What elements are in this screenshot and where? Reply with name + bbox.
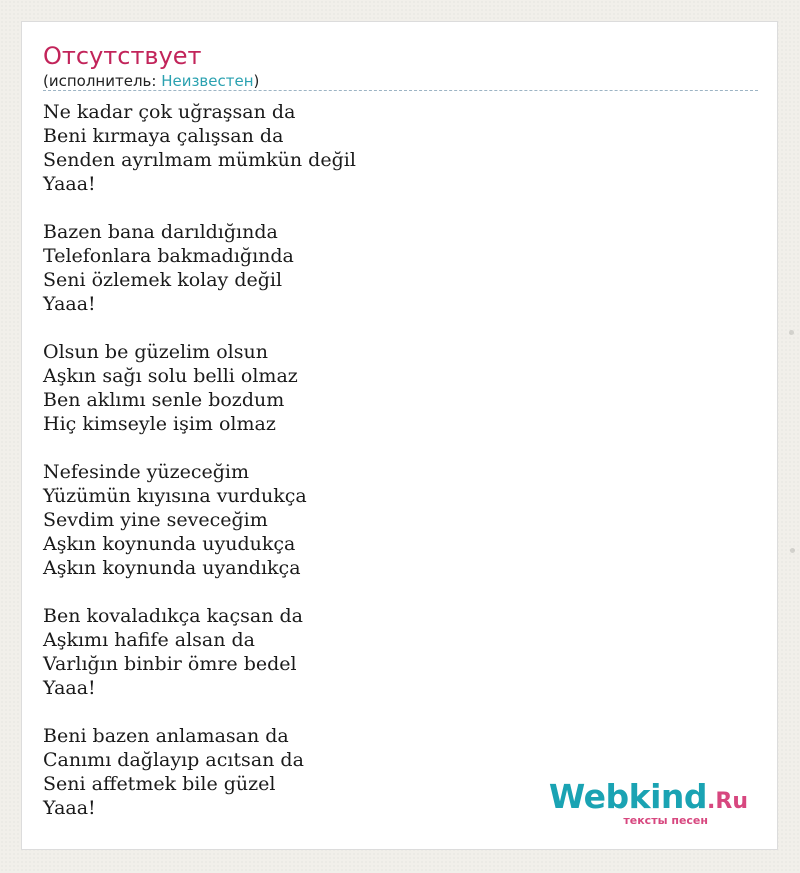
lyric-line: Sevdim yine seveceğim bbox=[43, 509, 268, 531]
lyric-line: Yaaa! bbox=[43, 293, 96, 315]
lyrics-stanza bbox=[43, 604, 356, 700]
lyrics-stanza bbox=[43, 220, 356, 316]
lyric-line: Senden ayrılmam mümkün değil bbox=[43, 149, 356, 171]
lyric-line: Ben aklımı senle bozdum bbox=[43, 389, 285, 411]
lyric-line: Hiç kimseyle işim olmaz bbox=[43, 413, 276, 435]
lyrics-stanza bbox=[43, 100, 356, 196]
lyric-line: Yaaa! bbox=[43, 677, 96, 699]
lyric-line: Yüzümün kıyısına vurdukça bbox=[43, 485, 307, 507]
background-speck bbox=[790, 548, 795, 553]
header-divider bbox=[43, 90, 758, 91]
background-speck bbox=[789, 330, 794, 335]
lyrics-card bbox=[21, 21, 778, 850]
lyric-line: Beni bazen anlamasan da bbox=[43, 725, 289, 747]
lyric-line: Yaaa! bbox=[43, 173, 96, 195]
logo-tagline: тексты песен bbox=[623, 814, 708, 827]
lyric-line: Aşkın koynunda uyudukça bbox=[43, 533, 296, 555]
webkind-logo[interactable] bbox=[548, 777, 748, 827]
artist-suffix: ) bbox=[253, 72, 260, 90]
artist-prefix: (исполнитель: bbox=[43, 72, 162, 90]
lyrics-stanza bbox=[43, 460, 356, 580]
lyric-line: Ne kadar çok uğraşsan da bbox=[43, 101, 296, 123]
logo-domain: .Ru bbox=[707, 789, 748, 814]
lyric-line: Beni kırmaya çalışsan da bbox=[43, 125, 284, 147]
lyric-line: Nefesinde yüzeceğim bbox=[43, 461, 250, 483]
artist-link[interactable]: Неизвестен bbox=[161, 72, 254, 90]
lyric-line: Olsun be güzelim olsun bbox=[43, 341, 268, 363]
lyric-line: Seni affetmek bile güzel bbox=[43, 773, 276, 795]
artist-line bbox=[43, 72, 259, 90]
logo-main-text: Webkind bbox=[548, 777, 708, 816]
lyric-line: Aşkın koynunda uyandıkça bbox=[43, 557, 301, 579]
lyric-line: Aşkın sağı solu belli olmaz bbox=[43, 365, 298, 387]
song-title: Отсутствует bbox=[43, 42, 202, 70]
lyric-line: Bazen bana darıldığında bbox=[43, 221, 278, 243]
lyric-line: Telefonlara bakmadığında bbox=[43, 245, 294, 267]
lyric-line: Ben kovaladıkça kaçsan da bbox=[43, 605, 303, 627]
lyrics-stanza bbox=[43, 340, 356, 436]
lyrics-stanza bbox=[43, 724, 356, 820]
lyric-line: Yaaa! bbox=[43, 797, 96, 819]
lyric-line: Aşkımı hafife alsan da bbox=[43, 629, 255, 651]
lyric-line: Canımı dağlayıp acıtsan da bbox=[43, 749, 304, 771]
lyrics-body bbox=[43, 100, 356, 820]
lyric-line: Seni özlemek kolay değil bbox=[43, 269, 283, 291]
lyric-line: Varlığın binbir ömre bedel bbox=[43, 653, 297, 675]
